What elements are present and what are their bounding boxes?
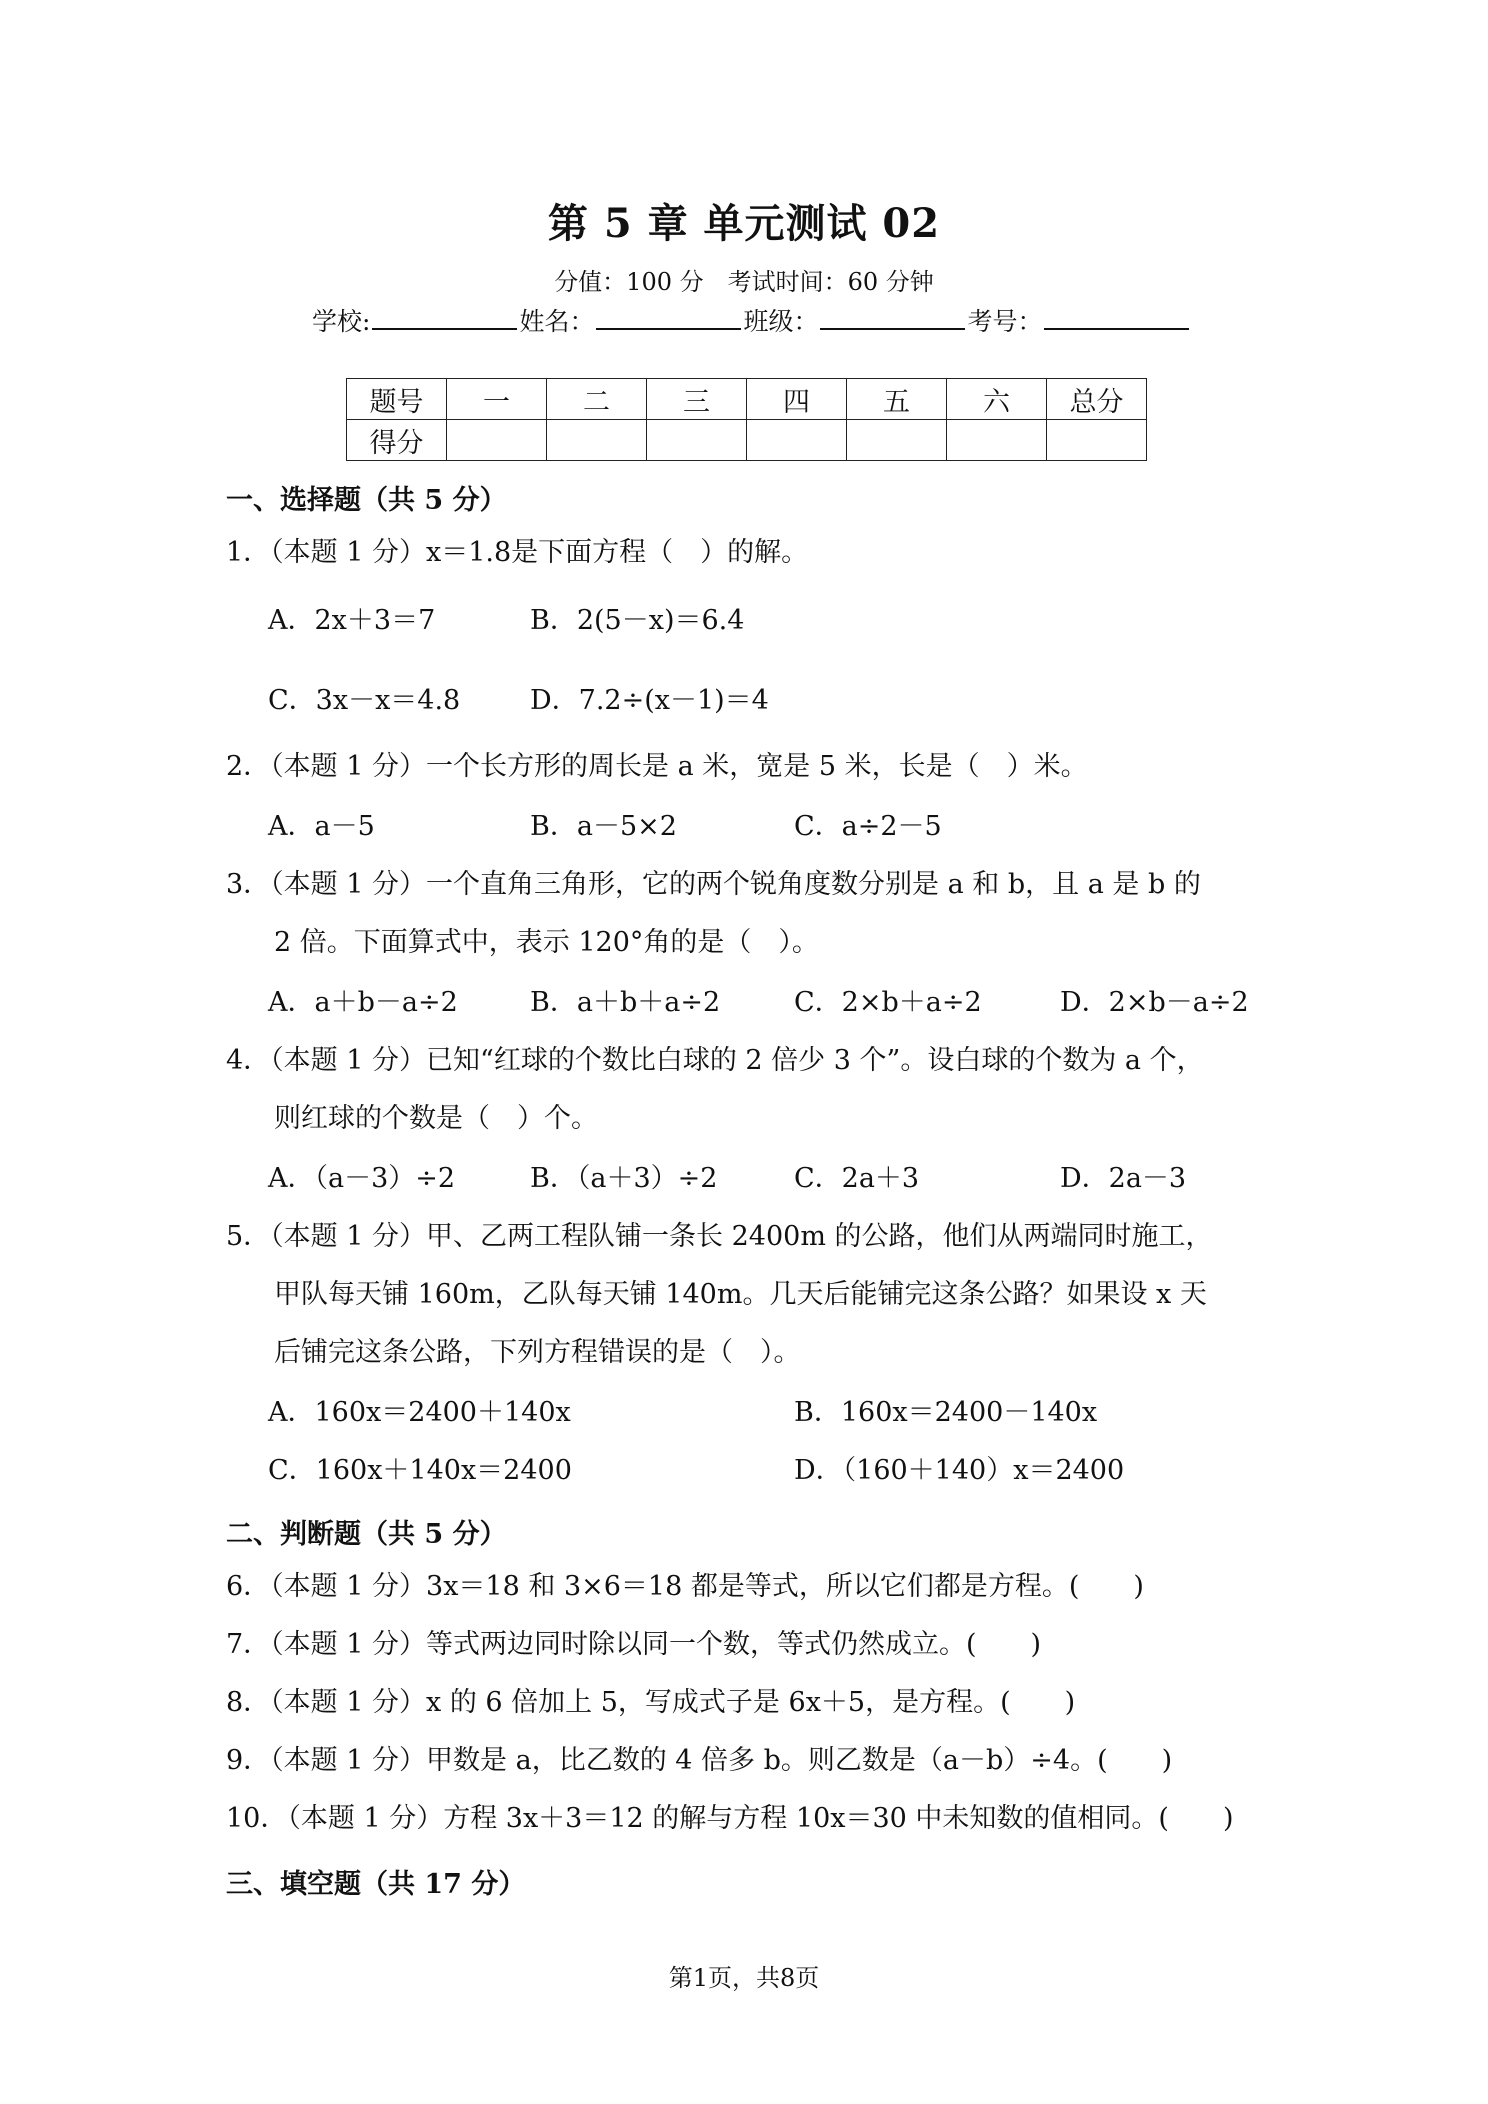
- option-d: D．7.2÷(x－1)＝4: [530, 685, 769, 716]
- score-table-header-row: [347, 379, 1147, 420]
- judgement-question: 7．（本题 1 分）等式两边同时除以同一个数，等式仍然成立。( ): [226, 1629, 1042, 1660]
- judgement-question: 9．（本题 1 分）甲数是 a，比乙数的 4 倍多 b。则乙数是（a－b）÷4。( ): [226, 1745, 1173, 1776]
- option-c: C．a÷2－5: [794, 811, 942, 842]
- question-stem-continued: 后铺完这条公路，下列方程错误的是（ ）。: [274, 1337, 801, 1368]
- option-b: B．a－5×2: [530, 811, 677, 842]
- exam-no-blank: [1044, 306, 1189, 330]
- option-a: A．a＋b－a÷2: [268, 987, 458, 1018]
- option-a: A．（a－3）÷2: [268, 1163, 456, 1194]
- score-cell: [747, 420, 847, 461]
- table-cell: 得分: [347, 420, 447, 461]
- score-table: [346, 378, 1147, 461]
- option-a: A．a－5: [268, 811, 375, 842]
- score-cell: [447, 420, 547, 461]
- score-table-score-row: [347, 420, 1147, 461]
- option-b: B．（a＋3）÷2: [530, 1163, 718, 1194]
- question-stem-continued: 2 倍。下面算式中，表示 120°角的是（ ）。: [274, 927, 819, 958]
- question-stem: 5．（本题 1 分）甲、乙两工程队铺一条长 2400m 的公路，他们从两端同时施工，: [226, 1221, 1213, 1252]
- question-stem-continued: 则红球的个数是（ ）个。: [274, 1103, 598, 1134]
- option-d: D．2a－3: [1060, 1163, 1187, 1194]
- class-label: 班级：: [743, 307, 819, 336]
- question-stem: 1．（本题 1 分）x＝1.8是下面方程（ ）的解。: [226, 537, 809, 568]
- option-c: C．160x＋140x＝2400: [268, 1455, 572, 1486]
- option-c: C．2×b＋a÷2: [794, 987, 982, 1018]
- option-a: A．160x＝2400＋140x: [268, 1397, 571, 1428]
- table-cell: 二: [547, 379, 647, 420]
- name-blank: [596, 306, 741, 330]
- exam-no-label: 考号：: [967, 307, 1043, 336]
- question-stem: 2．（本题 1 分）一个长方形的周长是 a 米，宽是 5 米，长是（ ）米。: [226, 751, 1088, 782]
- table-cell: 总分: [1047, 379, 1147, 420]
- table-cell: 一: [447, 379, 547, 420]
- option-c: C．3x－x＝4.8: [268, 685, 461, 716]
- option-d: D．（160＋140）x＝2400: [794, 1455, 1125, 1486]
- option-b: B．160x＝2400－140x: [794, 1397, 1098, 1428]
- table-cell: 题号: [347, 379, 447, 420]
- page-footer: 第1页，共8页: [668, 1964, 820, 1992]
- school-blank: [372, 306, 517, 330]
- table-cell: 三: [647, 379, 747, 420]
- student-info-line: [312, 302, 1191, 338]
- exam-subtitle: 分值：100 分 考试时间：60 分钟: [554, 268, 934, 296]
- table-cell: 六: [947, 379, 1047, 420]
- judgement-question: 8．（本题 1 分）x 的 6 倍加上 5，写成式子是 6x＋5，是方程。( ): [226, 1687, 1076, 1718]
- option-b: B．2(5－x)＝6.4: [530, 605, 745, 636]
- score-cell: [847, 420, 947, 461]
- option-c: C．2a＋3: [794, 1163, 920, 1194]
- table-cell: 五: [847, 379, 947, 420]
- name-label: 姓名：: [519, 307, 595, 336]
- page-title: 第 5 章 单元测试 02: [547, 200, 941, 247]
- option-a: A．2x＋3＝7: [268, 605, 436, 636]
- question-stem: 3．（本题 1 分）一个直角三角形，它的两个锐角度数分别是 a 和 b，且 a 是 b 的: [226, 869, 1201, 900]
- question-stem: 4．（本题 1 分）已知“红球的个数比白球的 2 倍少 3 个”。设白球的个数为 a 个，: [226, 1045, 1204, 1076]
- score-cell: [647, 420, 747, 461]
- option-d: D．2×b－a÷2: [1060, 987, 1249, 1018]
- question-stem-continued: 甲队每天铺 160m，乙队每天铺 140m。几天后能铺完这条公路？如果设 x 天: [274, 1279, 1207, 1310]
- section-heading: 二、判断题（共 5 分）: [226, 1519, 507, 1550]
- section-heading: 一、选择题（共 5 分）: [226, 485, 507, 516]
- judgement-question: 6．（本题 1 分）3x＝18 和 3×6＝18 都是等式，所以它们都是方程。( ): [226, 1571, 1144, 1602]
- section-heading: 三、填空题（共 17 分）: [226, 1869, 526, 1900]
- score-cell: [547, 420, 647, 461]
- score-cell: [947, 420, 1047, 461]
- option-b: B．a＋b＋a÷2: [530, 987, 721, 1018]
- score-cell: [1047, 420, 1147, 461]
- school-label: 学校:: [312, 307, 371, 336]
- class-blank: [820, 306, 965, 330]
- table-cell: 四: [747, 379, 847, 420]
- judgement-question: 10．（本题 1 分）方程 3x＋3＝12 的解与方程 10x＝30 中未知数的值相同。( ): [226, 1803, 1234, 1834]
